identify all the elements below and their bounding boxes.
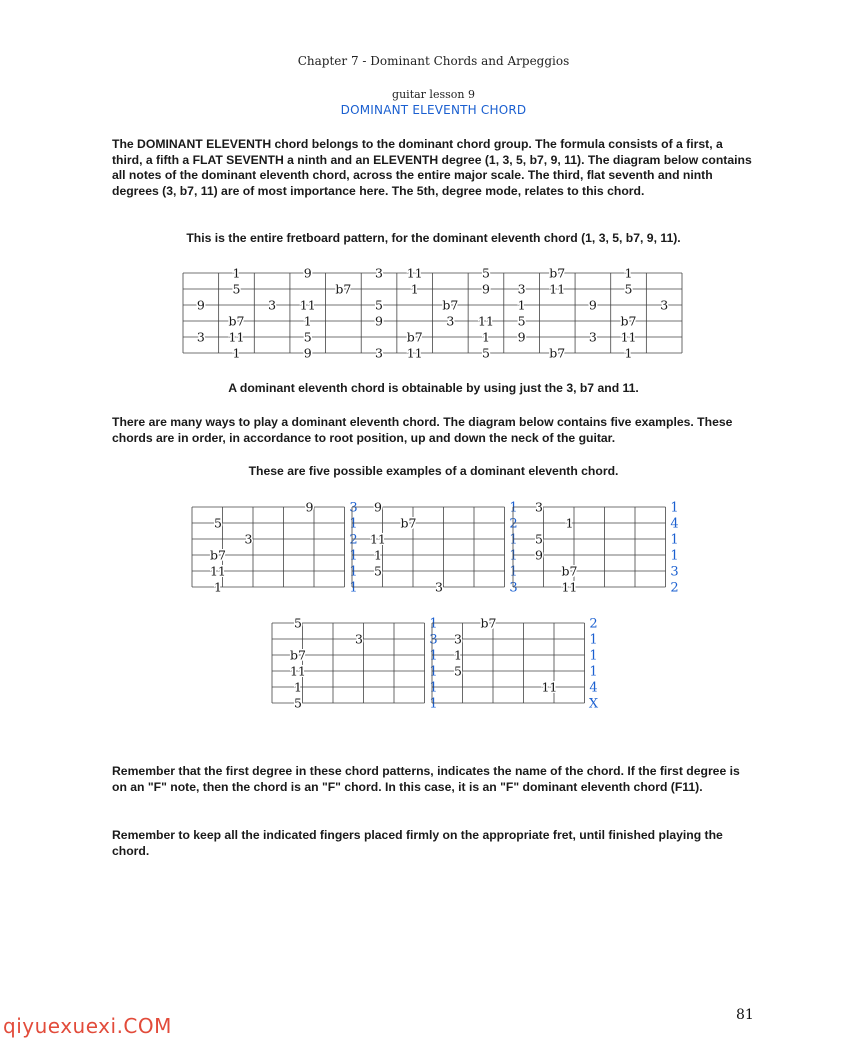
chapter-header: Chapter 7 - Dominant Chords and Arpeggios	[297, 54, 570, 68]
finger-number: 4	[589, 680, 598, 696]
chord-note: 3	[453, 631, 462, 647]
fretboard-note: 3	[588, 329, 597, 345]
site-watermark: qiyuexuexi.COM	[3, 1014, 172, 1038]
fretboard-note: 1	[481, 329, 490, 345]
finger-number: 3	[670, 564, 679, 580]
chord-note: b7	[561, 563, 578, 579]
finger-number: 1	[509, 564, 518, 580]
fretboard-note: 11	[549, 281, 566, 297]
chord-note: b7	[400, 515, 417, 531]
intro-paragraph: The DOMINANT ELEVENTH chord belongs to the dominant chord group. The formula consists of a first, a third, a fifth a FLAT SEVENTH a ninth and an ELEVENTH degree (1, 3, 5, b7, 9, 11). The diagram below contains all notes of the dominant eleventh chord, across the entire major scale. The third, flat seventh and ninth degrees (3, b7, 11) are of most importance here. The 5th, degree mode, relates to this chord.	[112, 137, 752, 198]
fretboard-note: 3	[375, 265, 384, 281]
finger-number: 1	[349, 580, 358, 596]
fretboard-note: b7	[549, 345, 566, 361]
chord-note: 1	[293, 679, 302, 695]
finger-number: 1	[429, 664, 438, 680]
fretboard-note: 3	[268, 297, 277, 313]
chord-note: 5	[373, 563, 382, 579]
fretboard-note: 11	[299, 297, 316, 313]
finger-number: 1	[509, 548, 518, 564]
finger-number: 1	[429, 616, 438, 632]
chord-note: 5	[293, 615, 302, 631]
finger-number: 3	[509, 580, 518, 596]
finger-number: 2	[589, 616, 598, 632]
fretboard-note: b7	[549, 265, 566, 281]
fretboard-note: 9	[303, 345, 312, 361]
fretboard-note: b7	[406, 329, 423, 345]
examples-caption: These are five possible examples of a dominant eleventh chord.	[248, 464, 619, 478]
finger-number: 4	[670, 516, 679, 532]
lesson-label: guitar lesson 9	[392, 88, 475, 101]
fretboard-note: 1	[303, 313, 312, 329]
finger-number: 1	[349, 516, 358, 532]
fretboard-note: 11	[406, 345, 423, 361]
finger-number: 1	[349, 564, 358, 580]
finger-number: 1	[589, 632, 598, 648]
fretboard-note: 1	[517, 297, 526, 313]
fretboard-note: 5	[624, 281, 633, 297]
chord-note: 9	[305, 499, 314, 515]
fretboard-note: b7	[335, 281, 352, 297]
chord-note: 1	[565, 515, 574, 531]
finger-number: 1	[429, 680, 438, 696]
fretboard-note: 9	[303, 265, 312, 281]
fretboard-note: 11	[478, 313, 494, 329]
fretboard-note: 9	[375, 313, 384, 329]
fretboard-note: 3	[446, 313, 455, 329]
chord-note: 1	[373, 547, 382, 563]
fretboard-note: 5	[303, 329, 312, 345]
fretboard-note: 5	[375, 297, 384, 313]
finger-number: 1	[429, 696, 438, 712]
fretboard-note: 3	[660, 297, 669, 313]
finger-number: 1	[670, 500, 679, 516]
lesson-title: DOMINANT ELEVENTH CHORD	[340, 103, 527, 117]
fretboard-note: 3	[196, 329, 205, 345]
fretboard-note: 1	[624, 265, 633, 281]
finger-number: 2	[509, 516, 518, 532]
fretboard-note: 5	[232, 281, 241, 297]
chord-note: 9	[534, 547, 543, 563]
chord-note: 5	[213, 515, 222, 531]
finger-number: 3	[349, 500, 358, 516]
fretboard-note: 5	[517, 313, 526, 329]
fretboard-note: 5	[481, 345, 490, 361]
page-number: 81	[736, 1007, 754, 1023]
fretboard-caption: This is the entire fretboard pattern, for the dominant eleventh chord (1, 3, 5, b7, 9, 11).	[186, 231, 681, 245]
fretboard-note: 1	[624, 345, 633, 361]
fretboard-note: 11	[228, 329, 245, 345]
finger-number: 1	[589, 648, 598, 664]
chord-note: 5	[534, 531, 543, 547]
chord-note: 3	[434, 579, 443, 595]
finger-number: 1	[670, 532, 679, 548]
finger-number: X	[588, 696, 599, 712]
fretboard-note: 1	[410, 281, 419, 297]
finger-number: 1	[509, 500, 518, 516]
finger-number: 2	[349, 532, 358, 548]
chord-note: b7	[289, 647, 306, 663]
chord-note: 9	[373, 499, 382, 515]
chord-note: 3	[534, 499, 543, 515]
fretboard-note: 9	[517, 329, 526, 345]
ways-paragraph: There are many ways to play a dominant eleventh chord. The diagram below contains five examples. These chords are in order, in accordance to root position, up and down the neck of the guitar.	[112, 415, 733, 445]
chord-note: 11	[289, 663, 306, 679]
chord-note: 5	[293, 695, 302, 711]
remember-paragraph-2: Remember to keep all the indicated fingers placed firmly on the appropriate fret, until finished playing the chord.	[112, 828, 723, 858]
finger-number: 1	[429, 648, 438, 664]
fretboard-note: 9	[196, 297, 205, 313]
chord-note: 11	[209, 563, 226, 579]
finger-number: 1	[349, 548, 358, 564]
fretboard-note: 3	[375, 345, 384, 361]
finger-number: 3	[429, 632, 438, 648]
fretboard-note: 1	[232, 345, 241, 361]
fretboard-note: b7	[442, 297, 459, 313]
fretboard-note: 11	[620, 329, 637, 345]
chord-note: b7	[209, 547, 226, 563]
finger-number: 1	[589, 664, 598, 680]
fretboard-note: 11	[406, 265, 423, 281]
fretboard-note: 9	[588, 297, 597, 313]
chord-note: 11	[369, 531, 386, 547]
obtainable-text: A dominant eleventh chord is obtainable by using just the 3, b7 and 11.	[228, 381, 639, 395]
chord-note: 3	[244, 531, 253, 547]
fretboard-note: 1	[232, 265, 241, 281]
fretboard-note: 9	[481, 281, 490, 297]
fretboard-note: 3	[517, 281, 526, 297]
finger-number: 1	[509, 532, 518, 548]
chord-note: 11	[561, 579, 578, 595]
fretboard-note: b7	[620, 313, 637, 329]
chord-note: 3	[354, 631, 363, 647]
fretboard-note: 5	[481, 265, 490, 281]
finger-number: 1	[670, 548, 679, 564]
chord-note: 11	[541, 679, 558, 695]
remember-paragraph-1: Remember that the first degree in these chord patterns, indicates the name of the chord. If the first degree is on an "F" note, then the chord is an "F" chord. In this case, it is an "F" dominant eleventh chord (F11).	[112, 764, 740, 794]
chord-note: 1	[453, 647, 462, 663]
finger-number: 2	[670, 580, 679, 596]
chord-note: 5	[453, 663, 462, 679]
fretboard-note: b7	[228, 313, 245, 329]
chord-note: 1	[213, 579, 222, 595]
chord-note: b7	[480, 615, 497, 631]
